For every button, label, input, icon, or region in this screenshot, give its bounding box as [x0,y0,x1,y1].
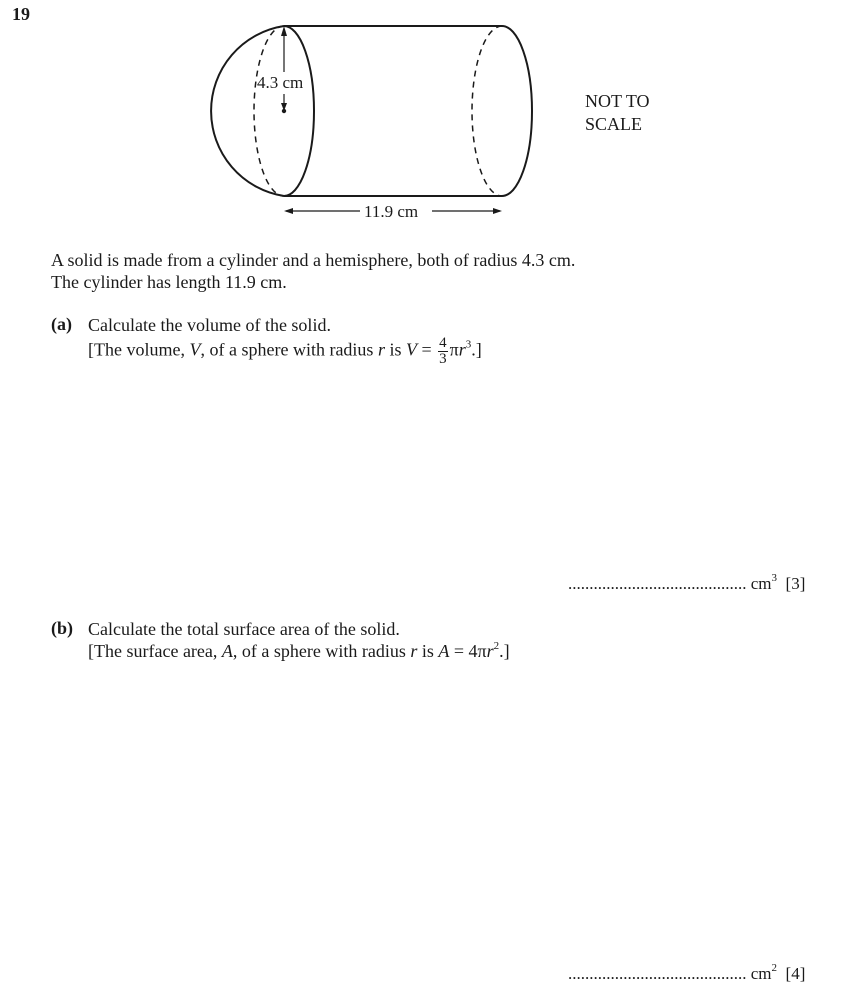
length-arrow-head-right [493,208,502,214]
hemisphere-outline [211,26,284,196]
question-number: 19 [12,4,30,24]
part-b-label: (b) [51,618,73,638]
length-label: 11.9 cm [364,202,419,221]
length-arrow-head-left [284,208,293,214]
radius-arrow-head-top [281,26,287,36]
fraction-four-thirds: $\frac{4}{3}$ [439,335,447,367]
answer-dots[interactable]: .......................................... [568,574,747,593]
part-a-formula-hint: [The volume, V, of a sphere with radius r is V = $\frac{4}{3}$ $\pi r^3$.] [88,335,482,367]
marks: [4] [785,964,806,983]
part-b-formula-hint: [The surface area, A, of a sphere with radius r is $A = 4\pi r^2$.] [88,640,510,661]
answer-unit: cm [750,574,772,593]
part-a-instruction: Calculate the volume of the solid. [88,315,331,335]
radius-label: 4.3 cm [257,73,304,92]
intro-line-2: The cylinder has length 11.9 cm. [51,272,287,292]
answer-unit: cm [750,964,772,983]
part-a-label: (a) [51,314,72,334]
part-a-answer-line: .......................................... $cm^3$ [3] [568,572,806,593]
part-b-instruction: Calculate the total surface area of the solid. [88,619,400,639]
cylinder-right-end-back [472,26,502,196]
cylinder-hemisphere-diagram [180,10,540,230]
centre-point [282,109,286,113]
cylinder-left-end-front [284,26,314,196]
marks: [3] [785,574,806,593]
answer-dots[interactable]: .......................................... [568,964,747,983]
intro-line-1: A solid is made from a cylinder and a hemisphere, both of radius 4.3 cm. [51,250,576,270]
cylinder-left-end-back [254,26,284,196]
not-to-scale-line2: SCALE [585,114,643,134]
cylinder-right-end-front [502,26,532,196]
part-b-answer-line: .......................................... $cm^2$ [4] [568,962,806,983]
not-to-scale-line1: NOT TO [585,91,650,111]
